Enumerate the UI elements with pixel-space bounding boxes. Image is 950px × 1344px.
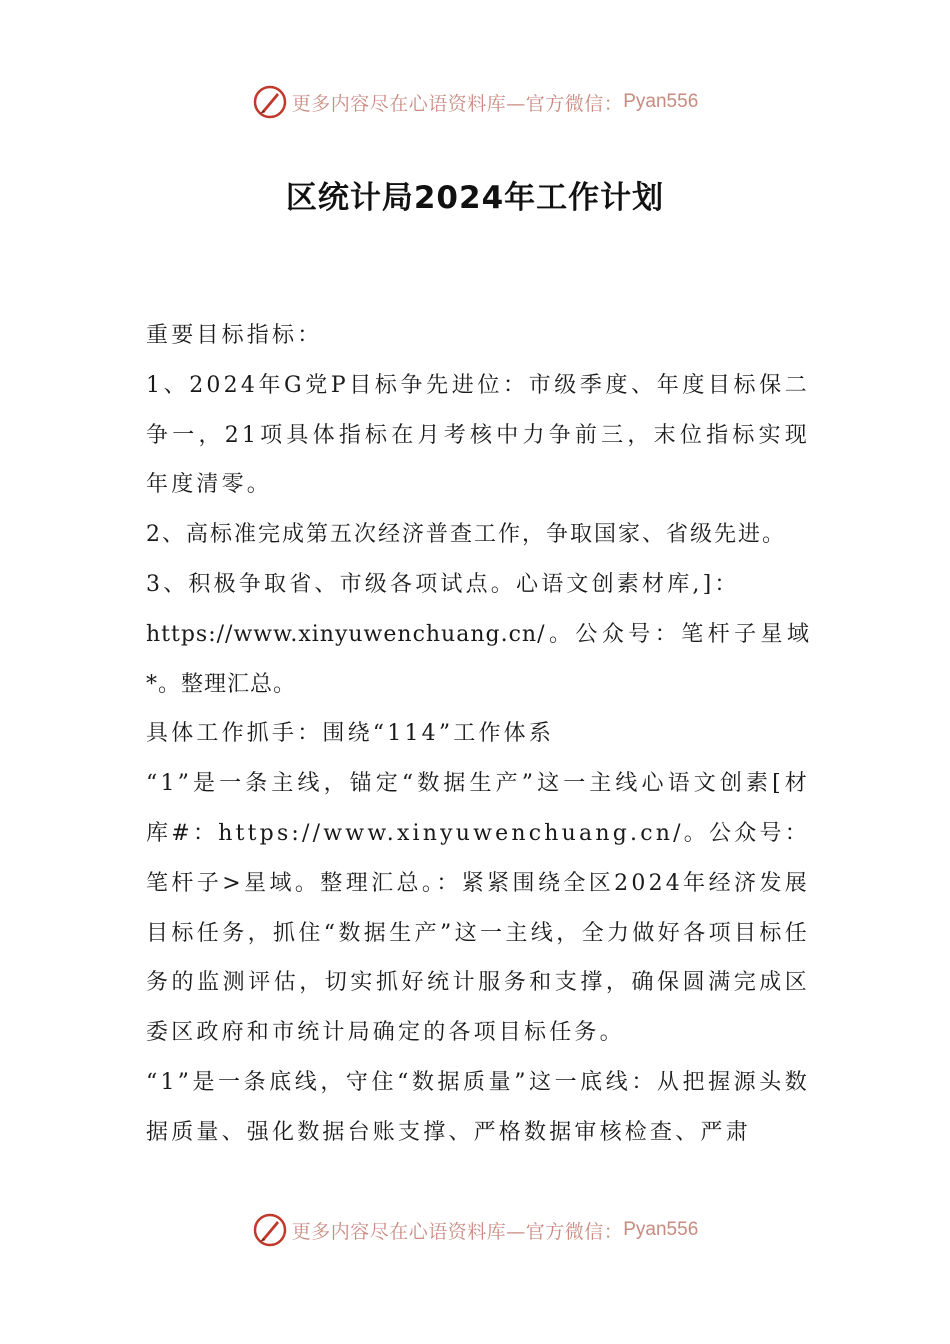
paragraph: 重要目标指标：	[146, 323, 323, 348]
paragraph: 1、2024年G党P目标争先进位：市级季度、年度目标保二争一，21项具体指标在月考核中力争前三，末位指标实现年度清零。	[146, 372, 810, 498]
paragraph: 2、高标准完成第五次经济普查工作，争取国家、省级先进。	[146, 522, 786, 548]
watermark-wechat: Pyan556	[623, 1219, 699, 1240]
paragraph: “1”是一条底线，守住“数据质量”这一底线：从把握源头数据质量、强化数据台账支撑、严格数据审核检查、严肃	[146, 1069, 810, 1145]
paragraph: 3、积极争取省、市级各项试点。心语文创素材库,]：	[146, 571, 740, 597]
footer-watermark	[0, 1210, 950, 1250]
document-title: 区统计局2024年工作计划	[285, 180, 665, 216]
watermark-text: 更多内容尽在心语资料库—官方微信：	[291, 1220, 624, 1243]
paragraph: https://www.xinyuwenchuang.cn/。公众号：笔杆子星域*。整理汇总。	[146, 621, 810, 697]
quill-pen-seal-icon	[252, 84, 288, 120]
document-body	[146, 311, 810, 1158]
header-watermark	[0, 82, 950, 122]
watermark-text: 更多内容尽在心语资料库—官方微信：	[291, 92, 624, 115]
watermark-wechat: Pyan556	[623, 91, 699, 112]
quill-pen-seal-icon	[252, 1212, 288, 1248]
paragraph: 具体工作抓手：围绕“114”工作体系	[146, 721, 555, 747]
paragraph: “1”是一条主线，锚定“数据生产”这一主线心语文创素[材库#：https://www.xinyuwenchuang.cn/。公众号：笔杆子>星域。整理汇总。：紧紧围绕全区2024年经济发展目标任务，抓住“数据生产”这一主线，全力做好各项目标任务的监测评估，切实抓好统计服务和支撑，确保圆满完成区委区政府和市统计局确定的各项目标任务。	[146, 771, 810, 1046]
